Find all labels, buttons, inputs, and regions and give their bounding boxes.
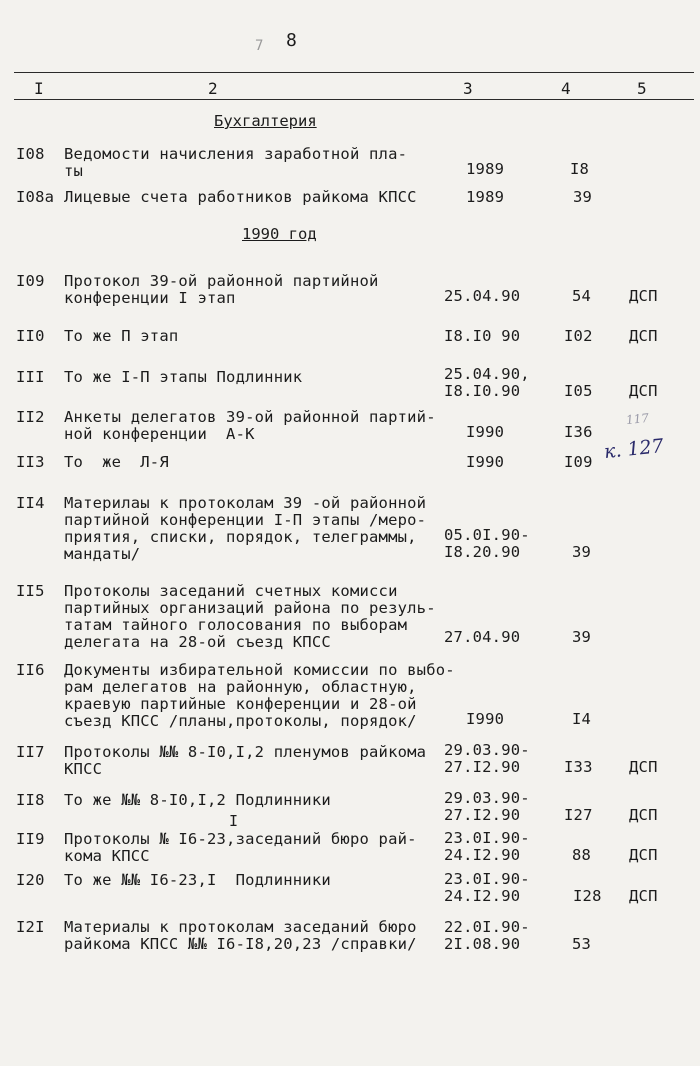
row-count: I8 [570, 160, 590, 178]
row-number: III [16, 368, 45, 386]
row-title-line: конференции I этап [64, 289, 236, 307]
row-date: 2I.08.90 [444, 935, 521, 953]
row-count: 39 [572, 628, 592, 646]
row-count: 53 [572, 935, 592, 953]
row-title-line: Протокол 39-ой районной партийной [64, 272, 379, 290]
header-top-rule [14, 72, 694, 73]
row-title-line: Протоколы №№ 8-I0,I,2 пленумов райкома [64, 743, 427, 761]
row-count: I28 [573, 887, 602, 905]
row-title-line: ты [64, 162, 84, 180]
row-number: I08а [16, 188, 55, 206]
row-title-line: рам делегатов на районную, областную, [64, 678, 417, 696]
row-title-line: Материалы к протоколам заседаний бюро [64, 918, 417, 936]
row-title-line: КПСС [64, 760, 103, 778]
row-number: II0 [16, 327, 45, 345]
row-date: 25.04.90 [444, 287, 521, 305]
row-date: I990 [466, 423, 505, 441]
row-number: II7 [16, 743, 45, 761]
row-date: 1989 [466, 188, 505, 206]
row-date: 29.03.90- [444, 789, 530, 807]
row-number: II5 [16, 582, 45, 600]
row-restriction-mark: ДСП [629, 887, 658, 905]
row-count: I36 [564, 423, 593, 441]
handwritten-faint-note: 117 [625, 410, 650, 428]
row-date: I990 [466, 453, 505, 471]
col-header-3: 3 [463, 79, 473, 98]
roman-mark: I [229, 812, 239, 830]
handwritten-note: к. 127 [603, 434, 665, 464]
row-restriction-mark: ДСП [629, 287, 658, 305]
row-restriction-mark: ДСП [629, 758, 658, 776]
row-title-line: То же №№ 8-I0,I,2 Подлинники [64, 791, 331, 809]
row-number: II9 [16, 830, 45, 848]
row-title-line: партийной конференции I-П этапы /меро- [64, 511, 427, 529]
row-number: I08 [16, 145, 45, 163]
row-title-line: делегата на 28-ой съезд КПСС [64, 633, 331, 651]
row-number: II4 [16, 494, 45, 512]
col-header-5: 5 [637, 79, 647, 98]
row-restriction-mark: ДСП [629, 327, 658, 345]
row-count: I05 [564, 382, 593, 400]
row-number: II6 [16, 661, 45, 679]
row-title-line: То же Л-Я [64, 453, 169, 471]
row-date: 27.I2.90 [444, 806, 521, 824]
row-count: I02 [564, 327, 593, 345]
row-date: 29.03.90- [444, 741, 530, 759]
row-title-line: партийных организаций района по резуль- [64, 599, 436, 617]
row-date: 22.0I.90- [444, 918, 530, 936]
row-date: 23.0I.90- [444, 870, 530, 888]
row-title-line: Материлаы к протоколам 39 -ой районной [64, 494, 427, 512]
row-restriction-mark: ДСП [629, 806, 658, 824]
row-count: I09 [564, 453, 593, 471]
col-header-2: 2 [208, 79, 218, 98]
row-date: 27.04.90 [444, 628, 521, 646]
row-restriction-mark: ДСП [629, 846, 658, 864]
row-restriction-mark: ДСП [629, 382, 658, 400]
row-date: I8.20.90 [444, 543, 521, 561]
row-title-line: То же I-П этапы Подлинник [64, 368, 303, 386]
row-title-line: Лицевые счета работников райкома КПСС [64, 188, 417, 206]
row-count: 88 [572, 846, 592, 864]
row-date: 24.I2.90 [444, 887, 521, 905]
row-number: II8 [16, 791, 45, 809]
row-title-line: ной конференции А-К [64, 425, 255, 443]
row-count: I27 [564, 806, 593, 824]
row-number: I20 [16, 871, 45, 889]
row-count: 39 [572, 543, 592, 561]
row-number: I09 [16, 272, 45, 290]
row-title-line: Протоколы заседаний счетных комисси [64, 582, 398, 600]
row-number: II3 [16, 453, 45, 471]
row-count: I4 [572, 710, 592, 728]
row-date: I8.I0 90 [444, 327, 521, 345]
row-title-line: краевую партийные конференции и 28-ой [64, 695, 417, 713]
row-count: 54 [572, 287, 592, 305]
row-title-line: То же П этап [64, 327, 179, 345]
row-title-line: татам тайного голосования по выборам [64, 616, 408, 634]
row-title-line: райкома КПСС №№ I6-I8,20,23 /справки/ [64, 935, 417, 953]
row-date: 25.04.90, [444, 365, 530, 383]
row-count: I33 [564, 758, 593, 776]
faint-page-mark: 7 [255, 38, 264, 54]
row-number: II2 [16, 408, 45, 426]
row-title-line: мандаты/ [64, 545, 141, 563]
row-title-line: кома КПСС [64, 847, 150, 865]
row-date: I8.I0.90 [444, 382, 521, 400]
row-date: 23.0I.90- [444, 829, 530, 847]
section-year: 1990 год [242, 225, 317, 243]
col-header-4: 4 [561, 79, 571, 98]
row-title-line: Анкеты делегатов 39-ой районной партий- [64, 408, 436, 426]
row-number: I2I [16, 918, 45, 936]
row-count: 39 [573, 188, 593, 206]
section-accounting: Бухгалтерия [214, 112, 317, 130]
row-title-line: Протоколы № I6-23,заседаний бюро рай- [64, 830, 417, 848]
row-date: I990 [466, 710, 505, 728]
col-header-1: I [34, 79, 44, 98]
page-number: 8 [286, 30, 297, 51]
row-title-line: То же №№ I6-23,I Подлинники [64, 871, 331, 889]
row-date: 27.I2.90 [444, 758, 521, 776]
row-date: 1989 [466, 160, 505, 178]
row-title-line: Документы избирательной комиссии по выбо- [64, 661, 455, 679]
row-title-line: съезд КПСС /планы,протоколы, порядок/ [64, 712, 417, 730]
row-title-line: приятия, списки, порядок, телеграммы, [64, 528, 417, 546]
row-date: 24.I2.90 [444, 846, 521, 864]
row-date: 05.0I.90- [444, 526, 530, 544]
header-bottom-rule [14, 99, 694, 100]
row-title-line: Ведомости начисления заработной пла- [64, 145, 408, 163]
